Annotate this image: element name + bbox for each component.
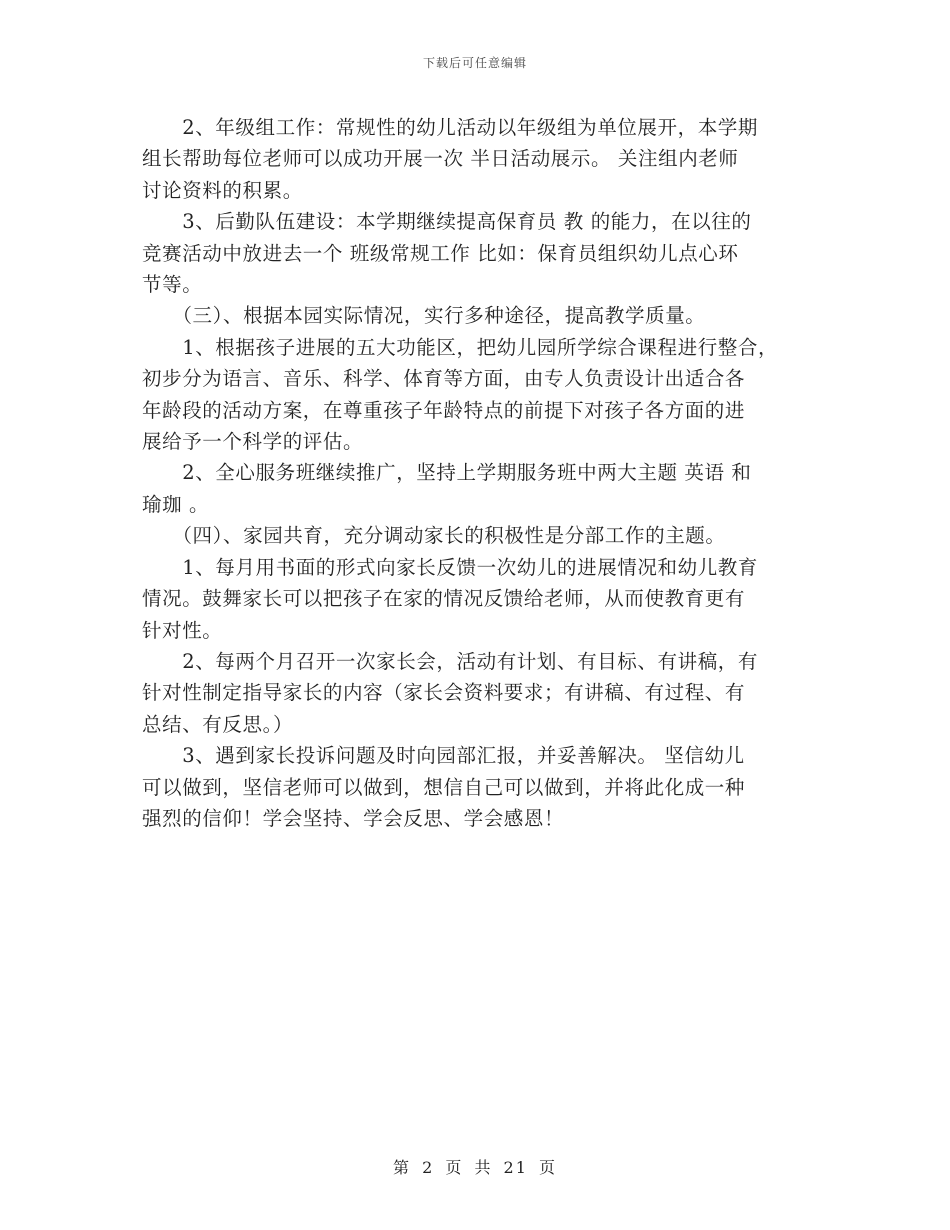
text-line: 3、后勤队伍建设：本学期继续提高保育员 教 的能力，在以往的 (142, 210, 752, 234)
text-line: 初步分为语言、音乐、科学、体育等方面，由专人负责设计出适合各 (142, 367, 746, 391)
text-line: 1、根据孩子进展的五大功能区，把幼儿园所学综合课程进行整合， (142, 335, 779, 359)
text-line: 2、全心服务班继续推广，坚持上学期服务班中两大主题 英语 和 (142, 461, 752, 485)
text-line: 节等。 (142, 273, 203, 297)
text-line: 情况。鼓舞家长可以把孩子在家的情况反馈给老师，从而使教育更有 (142, 587, 746, 611)
text-line: 针对性。 (142, 618, 223, 642)
document-body (142, 112, 822, 834)
page-header-note: 下载后可任意编辑 (422, 56, 527, 70)
section-heading: （四）、家园共育，充分调动家长的积极性是分部工作的主题。 (142, 524, 726, 548)
text-line: 2、每两个月召开一次家长会，活动有计划、有目标、有讲稿，有 (142, 649, 759, 673)
text-line: 针对性制定指导家长的内容（家长会资料要求；有讲稿、有过程、有 (142, 681, 746, 705)
page-number: 第 2 页 共 21 页 (393, 1158, 557, 1177)
text-line: 年龄段的活动方案，在尊重孩子年龄特点的前提下对孩子各方面的进 (142, 398, 746, 422)
text-line: 3、遇到家长投诉问题及时向园部汇报，并妥善解决。 坚信幼儿 (142, 744, 745, 768)
text-line: 竞赛活动中放进去一个 班级常规工作 比如：保育员组织幼儿点心环 (142, 241, 739, 265)
text-line: 1、每月用书面的形式向家长反馈一次幼儿的进展情况和幼儿教育 (142, 555, 759, 579)
text-line: 2、年级组工作：常规性的幼儿活动以年级组为单位展开，本学期 (142, 116, 759, 139)
text-line: 可以做到，坚信老师可以做到，想信自己可以做到，并将此化成一种 (142, 775, 746, 799)
text-line: 强烈的信仰！学会坚持、学会反思、学会感恩！ (142, 806, 565, 830)
text-line: 瑜珈 。 (142, 492, 210, 516)
text-line: 组长帮助每位老师可以成功开展一次 半日活动展示。 关注组内老师 (142, 147, 739, 171)
text-line: 总结、有反思。） (142, 712, 294, 736)
text-line: 讨论资料的积累。 (142, 178, 303, 202)
text-line: 展给予一个科学的评估。 (142, 430, 364, 454)
section-heading: （三）、根据本园实际情况，实行多种途径，提高教学质量。 (142, 304, 706, 328)
